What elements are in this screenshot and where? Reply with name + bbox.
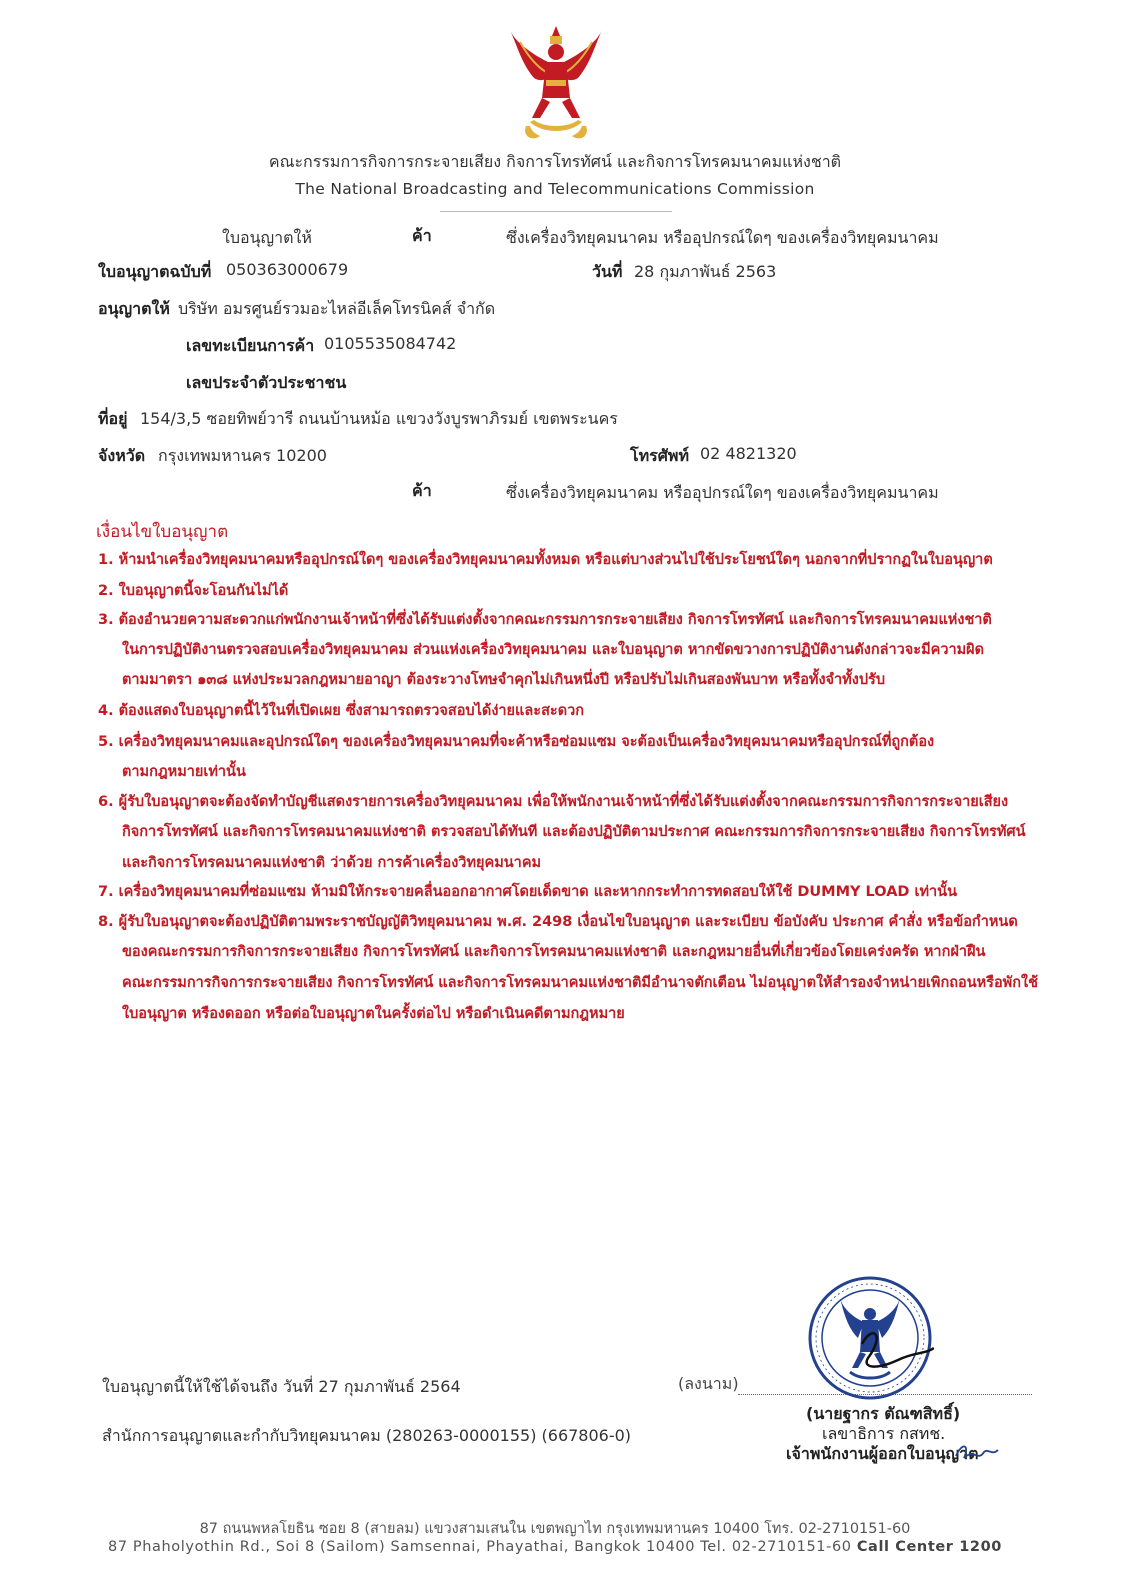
- province-label: จังหวัด: [98, 446, 146, 465]
- issuing-office: สำนักการอนุญาตและกำกับวิทยุคมนาคม (280263-0000155) (667806-0): [102, 1426, 632, 1445]
- condition-line: 6. ผู้รับใบอนุญาตจะต้องจัดทำบัญชีแสดงรายการเครื่องวิทยุคมนาคม เพื่อให้พนักงานเจ้าหน้าที่ซึ่งได้รับแต่งตั้งจากคณะกรรมการกิจการกระจายเสียง: [98, 794, 1009, 810]
- conditions-title: เงื่อนไขใบอนุญาต: [96, 522, 229, 542]
- trade-reg-number: 0105535084742: [324, 334, 457, 353]
- condition-line: ในการปฏิบัติงานตรวจสอบเครื่องวิทยุคมนาคม ส่วนแห่งเครื่องวิทยุคมนาคม และใบอนุญาต หากขัดขวางการปฏิบัติงานดังกล่าวจะมีความผิด: [122, 642, 985, 658]
- org-name-english: The National Broadcasting and Telecommunications Commission: [295, 180, 815, 198]
- issue-date: 28 กุมภาพันธ์ 2563: [634, 262, 777, 281]
- call-center: Call Center 1200: [856, 1539, 1002, 1555]
- condition-line: ตามมาตรา ๑๓๘ แห่งประมวลกฎหมายอาญา ต้องระวางโทษจำคุกไม่เกินหนึ่งปี หรือปรับไม่เกินสองพันบาท หรือทั้งจำทั้งปรับ: [122, 672, 886, 688]
- condition-line: และกิจการโทรคมนาคมแห่งชาติ ว่าด้วย การค้าเครื่องวิทยุคมนาคม: [122, 855, 542, 871]
- issue-date-label: วันที่: [592, 262, 623, 281]
- goods-description-2: ซึ่งเครื่องวิทยุคมนาคม หรืออุปกรณ์ใดๆ ของเครื่องวิทยุคมนาคม: [506, 483, 939, 502]
- licensee-label: อนุญาตให้: [98, 299, 170, 318]
- trade-word-2: ค้า: [412, 481, 432, 500]
- validity-date: ใบอนุญาตนี้ให้ใช้ได้จนถึง วันที่ 27 กุมภาพันธ์ 2564: [102, 1377, 461, 1396]
- trade-word: ค้า: [412, 226, 432, 245]
- condition-line: 1. ห้ามนำเครื่องวิทยุคมนาคมหรืออุปกรณ์ใดๆ ของเครื่องวิทยุคมนาคมทั้งหมด หรือแต่บางส่วนไปใช้ประโยชน์ใดๆ นอกจากที่ปรากฏในใบอนุญาต: [98, 552, 993, 568]
- footer-address-english: [0, 1539, 1110, 1555]
- signatory-name: (นายฐากร ตัณฑสิทธิ์): [806, 1404, 961, 1423]
- phone-value: 02 4821320: [700, 444, 797, 463]
- condition-line: ใบอนุญาต หรืองดออก หรือต่อใบอนุญาตในครั้งต่อไป หรือดำเนินคดีตามกฎหมาย: [122, 1006, 625, 1022]
- condition-line: 2. ใบอนุญาตนี้จะโอนกันไม่ได้: [98, 583, 289, 599]
- license-number: 050363000679: [226, 260, 349, 279]
- condition-line: ของคณะกรรมการกิจการกระจายเสียง กิจการโทรทัศน์ และกิจการโทรคมนาคมแห่งชาติ และกฎหมายอื่นที่เกี่ยวข้องโดยเคร่งครัด หากฝ่าฝืน: [122, 944, 986, 960]
- condition-line: 5. เครื่องวิทยุคมนาคมและอุปกรณ์ใดๆ ของเครื่องวิทยุคมนาคมที่จะค้าหรือซ่อมแซม จะต้องเป็นเครื่องวิทยุคมนาคมหรืออุปกรณ์ที่ถูกต้อง: [98, 734, 935, 750]
- condition-line: คณะกรรมการกิจการกระจายเสียง กิจการโทรทัศน์ และกิจการโทรคมนาคมแห่งชาติมีอำนาจตักเตือน ไม่อนุญาตให้สำรองจำหน่ายเพิกถอนหรือพักใช้: [122, 975, 1038, 991]
- signatory-position: เลขาธิการ กสทช.: [822, 1424, 946, 1443]
- condition-line: 3. ต้องอำนวยความสะดวกแก่พนักงานเจ้าหน้าที่ซึ่งได้รับแต่งตั้งจากคณะกรรมการกระจายเสียง กิจการโทรทัศน์ และกิจการโทรคมนาคมแห่งชาติ: [98, 612, 992, 628]
- condition-line: 7. เครื่องวิทยุคมนาคมที่ซ่อมแซม ห้ามมิให้กระจายคลื่นออกอากาศโดยเด็ดขาด และหากกระทำการทดสอบให้ใช้ DUMMY LOAD เท่านั้น: [98, 884, 957, 900]
- licensee-name: บริษัท อมรศูนย์รวมอะไหล่อีเล็คโทรนิคส์ จำกัด: [178, 299, 496, 318]
- footer-address-thai: 87 ถนนพหลโยธิน ซอย 8 (สายลม) แขวงสามเสนใน เขตพญาไท กรุงเทพมหานคร 10400 โทร. 02-2710151-60: [199, 1521, 911, 1537]
- trade-reg-label: เลขทะเบียนการค้า: [186, 336, 315, 355]
- sign-label: (ลงนาม): [678, 1374, 739, 1393]
- official-seal-icon: [806, 1274, 934, 1402]
- footer-address-en: 87 Phaholyothin Rd., Soi 8 (Sailom) Samsennai, Phayathai, Bangkok 10400 Tel. 02-2710151-60: [108, 1539, 857, 1555]
- province-value: กรุงเทพมหานคร 10200: [158, 446, 327, 465]
- phone-label: โทรศัพท์: [630, 446, 689, 465]
- signatory-role: เจ้าพนักงานผู้ออกใบอนุญาต: [786, 1444, 979, 1463]
- citizen-id-label: เลขประจำตัวประชาชน: [186, 373, 347, 392]
- initials-mark: [952, 1438, 1000, 1466]
- org-name-thai: คณะกรรมการกิจการกระจายเสียง กิจการโทรทัศน์ และกิจการโทรคมนาคมแห่งชาติ: [268, 152, 842, 171]
- license-for-label: ใบอนุญาตให้: [222, 228, 312, 247]
- header-divider: [440, 211, 672, 212]
- condition-line: 8. ผู้รับใบอนุญาตจะต้องปฏิบัติตามพระราชบัญญัติวิทยุคมนาคม พ.ศ. 2498 เงื่อนไขใบอนุญาต และระเบียบ ข้อบังคับ ประกาศ คำสั่ง หรือข้อกำหนด: [98, 914, 1018, 930]
- condition-line: ตามกฎหมายเท่านั้น: [122, 764, 246, 780]
- address-label: ที่อยู่: [98, 409, 128, 428]
- condition-line: กิจการโทรทัศน์ และกิจการโทรคมนาคมแห่งชาติ ตรวจสอบได้ทันที และต้องปฏิบัติตามประกาศ คณะกรรมการกิจการกระจายเสียง กิจการโทรทัศน์: [122, 824, 1026, 840]
- garuda-emblem-icon: [508, 22, 604, 146]
- address-value: 154/3,5 ซอยทิพย์วารี ถนนบ้านหม้อ แขวงวังบูรพาภิรมย์ เขตพระนคร: [140, 409, 618, 428]
- condition-line: 4. ต้องแสดงใบอนุญาตนี้ไว้ในที่เปิดเผย ซึ่งสามารถตรวจสอบได้ง่ายและสะดวก: [98, 703, 585, 719]
- goods-description: ซึ่งเครื่องวิทยุคมนาคม หรืออุปกรณ์ใดๆ ของเครื่องวิทยุคมนาคม: [506, 228, 939, 247]
- license-number-label: ใบอนุญาตฉบับที่: [98, 262, 212, 281]
